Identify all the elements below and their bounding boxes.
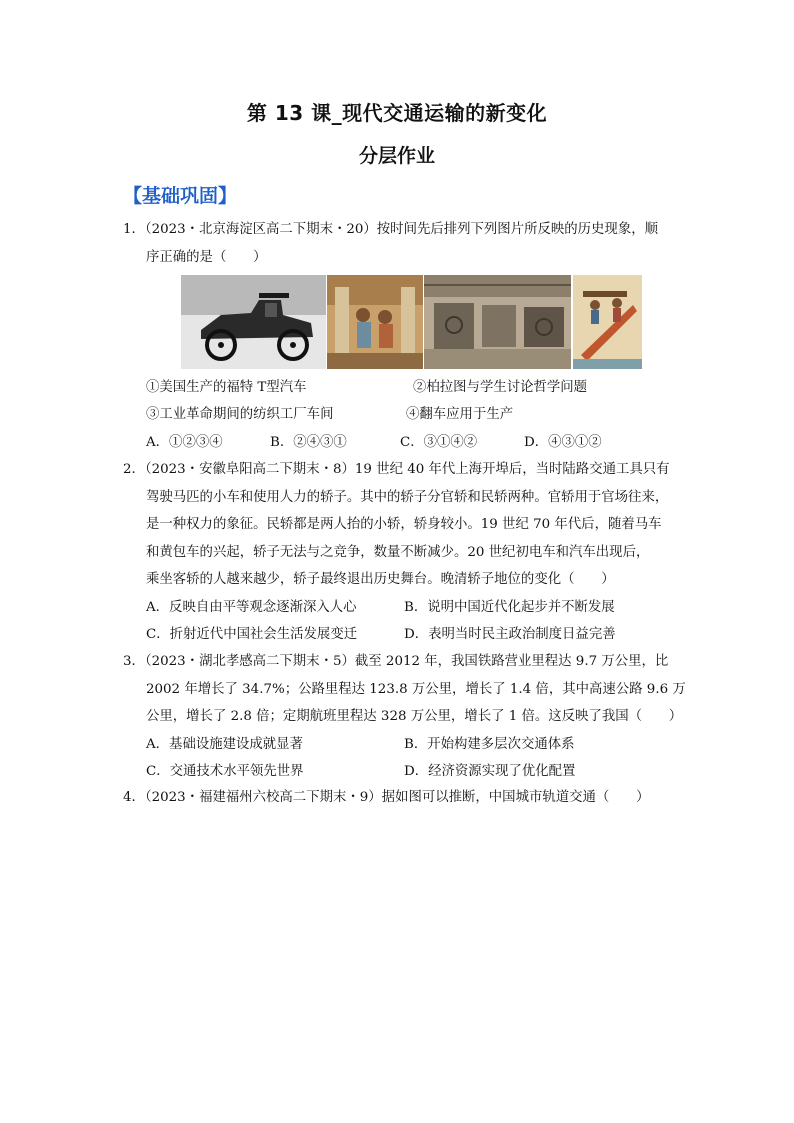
- answer-option-c[interactable]: C．折射近代中国社会生活发展变迁: [146, 627, 358, 642]
- answer-option-b[interactable]: B．②④③①: [270, 435, 347, 450]
- question-text-line: 2．（2023・安徽阜阳高二下期末・8）19 世纪 40 年代上海开埠后，当时陆路交通工具只有: [123, 462, 670, 477]
- question-text-line: 4．（2023・福建福州六校高二下期末・9）据如图可以推断，中国城市轨道交通（ ）: [123, 790, 650, 805]
- chain-pump-painting: [573, 275, 642, 369]
- question-text-line: 3．（2023・湖北孝感高二下期末・5）截至 2012 年，我国铁路营业里程达 9.7 万公里，比: [123, 654, 669, 669]
- question-1-captions-and-options: [146, 374, 686, 458]
- question-text-line: 1．（2023・北京海淀区高二下期末・20）按时间先后排列下列图片所反映的历史现象，顺: [123, 222, 658, 237]
- question-text-line: 乘坐客轿的人越来越少，轿子最终退出历史舞台。晚清轿子地位的变化（ ）: [146, 572, 615, 588]
- question-text-line: 驾驶马匹的小车和使用人力的轿子。其中的轿子分官轿和民轿两种。官轿用于官场往来，: [146, 489, 669, 505]
- question-2-options: [146, 594, 686, 650]
- page-subtitle: 分层作业: [358, 145, 435, 167]
- ford-model-t-photo: [181, 275, 326, 369]
- textile-factory-photo: [424, 275, 571, 369]
- section-heading: 【基础巩固】: [123, 185, 238, 207]
- answer-option-c[interactable]: C．交通技术水平领先世界: [146, 764, 304, 779]
- question-text-line: 序正确的是（ ）: [146, 249, 267, 265]
- question-text-line: 是一种权力的象征。民轿都是两人抬的小轿，轿身较小。19 世纪 70 年代后，随着马车: [146, 517, 662, 533]
- plato-painting: [327, 275, 423, 369]
- question-text-line: 2002 年增长了 34.7%；公路里程达 123.8 万公里，增长了 1.4 倍，其中高速公路 9.6 万: [146, 681, 686, 697]
- image-caption: ③工业革命期间的纺织工厂车间: [146, 407, 334, 422]
- answer-option-c[interactable]: C．③①④②: [400, 435, 478, 450]
- answer-option-b[interactable]: B．说明中国近代化起步并不断发展: [404, 600, 615, 615]
- answer-option-d[interactable]: D．经济资源实现了优化配置: [404, 764, 576, 779]
- question-3-options: [146, 731, 686, 787]
- page-title: 第 13 课_现代交通运输的新变化: [246, 101, 548, 125]
- image-caption: ④翻车应用于生产: [406, 407, 514, 422]
- question-1: [123, 216, 683, 271]
- question-2: [123, 456, 683, 594]
- image-caption: ①美国生产的福特 T型汽车: [146, 380, 307, 395]
- answer-option-a[interactable]: A．反映自由平等观念逐渐深入人心: [146, 600, 357, 615]
- question-text-line: 公里，增长了 2.8 倍；定期航班里程达 328 万公里，增长了 1 倍。这反映了我国（ ）: [146, 709, 683, 725]
- question-4: [123, 784, 683, 812]
- answer-option-a[interactable]: A．①②③④: [146, 435, 223, 450]
- answer-option-b[interactable]: B．开始构建多层次交通体系: [404, 737, 575, 752]
- question-text-line: 和黄包车的兴起，轿子无法与之竞争，数量不断减少。20 世纪初电车和汽车出现后，: [146, 544, 650, 560]
- answer-option-d[interactable]: D．表明当时民主政治制度日益完善: [404, 627, 616, 642]
- answer-option-a[interactable]: A．基础设施建设成就显著: [146, 737, 303, 752]
- answer-option-d[interactable]: D．④③①②: [524, 435, 602, 450]
- image-caption: ②柏拉图与学生讨论哲学问题: [413, 380, 588, 395]
- question-1-image-strip: [181, 275, 642, 369]
- question-3: [123, 648, 686, 731]
